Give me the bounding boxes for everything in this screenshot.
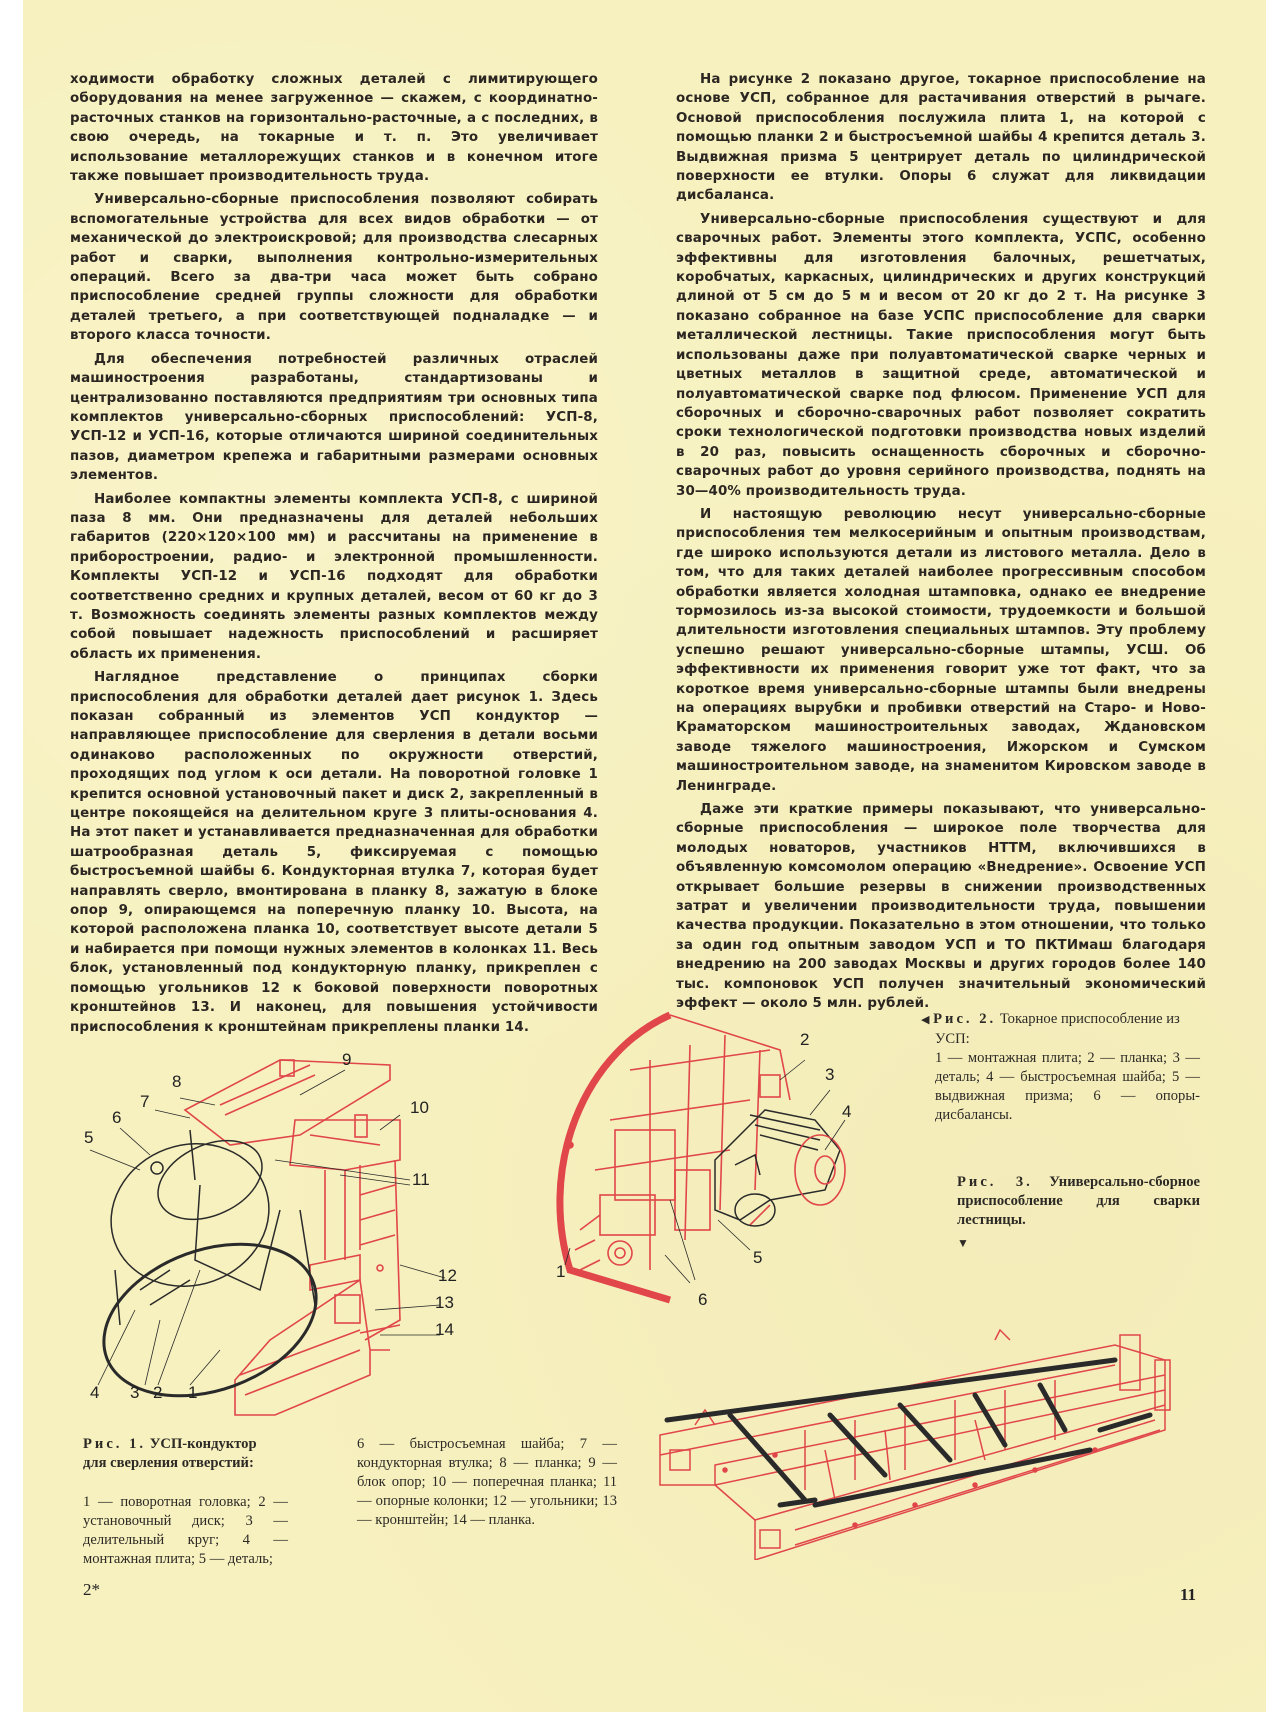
figure-2-lathe-fixture	[520, 990, 920, 1310]
caption-title: Токарное приспособление из УСП:	[935, 1011, 1180, 1047]
article-column-left	[70, 70, 598, 1041]
callout-14: 14	[435, 1320, 454, 1339]
callout-12: 12	[438, 1266, 457, 1285]
callout-3: 3	[825, 1065, 835, 1084]
callout-9: 9	[342, 1050, 352, 1069]
signature-mark: 2*	[83, 1580, 100, 1599]
caption-lead: Рис. 2.	[933, 1011, 997, 1027]
caption-lead: Рис. 3.	[957, 1174, 1033, 1190]
callout-5: 5	[753, 1248, 763, 1267]
figure-1-caption-title	[83, 1435, 283, 1473]
caption-title: УСП-кондуктор для сверления отверстий:	[83, 1436, 257, 1471]
callout-5: 5	[84, 1128, 94, 1147]
page-number: 11	[1180, 1585, 1197, 1604]
welding-fixture-illustration	[655, 1320, 1215, 1560]
callout-2: 2	[800, 1030, 810, 1049]
callout-7: 7	[140, 1092, 150, 1111]
callout-13: 13	[435, 1293, 454, 1312]
figure-1-caption-items-right: 6 — быстросъемная шайба; 7 — кондукторная втулка; 8 — планка; 9 — блок опор; 10 — поперечная планка; 11 — опорные колонки; 12 — угольники; 13 — кронштейн; 14 — планка.	[357, 1436, 617, 1528]
figure-1-caption-items-left: 1 — поворотная головка; 2 — установочный диск; 3 — делительный круг; 4 — монтажная плита; 5 — деталь;	[83, 1494, 288, 1567]
paragraph: Наиболее компактны элементы комплекта УСП-8, с шириной паза 8 мм. Они предназначены для деталей небольших габаритов (220×120×100 мм) и рассчитаны на применение в приборостроении, радио- и электронной промышленности. Комплекты УСП-12 и УСП-16 подходят для обработки соответственно средних и крупных деталей, весом от 60 кг до 3 т. Возможность соединять элементы разных комплектов между собой повышает надежность приспособлений и расширяет область их применения.	[70, 491, 598, 662]
paragraph: Универсально-сборные приспособления существуют и для сварочных работ. Элементы этого комплекта, УСПС, особенно эффективны для изготовления балочных, решетчатых, коробчатых, каркасных, цилиндрических и других конструкций длиной от 5 см до 5 м и весом от 20 кг до 2 т. На рисунке 3 показано собранное на базе УСПС приспособление для сварки металлической лестницы. Такие приспособления могут быть использованы даже при полуавтоматической сварке черных и цветных металлов в защитной среде, автоматической и полуавтоматической сварке под флюсом. Применение УСП для сборочных и сборочно-сварочных работ позволяет сократить сроки технологической подготовки производства новых изделий в 20 раз, повысить оснащенность сборочных и сборочно-сварочных работ до уровня серийного производства, поднять на 30—40% производительность труда.	[676, 211, 1206, 499]
article-column-right	[676, 70, 1206, 1018]
caption-lead: Рис. 1.	[83, 1436, 147, 1452]
paragraph: Наглядное представление о принципах сборки приспособления для обработки деталей дает рисунок 1. Здесь показан собранный из элементов УСП кондуктор — направляющее приспособление для сверления в детали восьми одинаково расположенных по окружности отверстий, проходящих под углом к оси детали. На поворотной головке 1 крепится основной установочный пакет и диск 2, закрепленный в центре покоящейся на делительном круге 3 плиты-основания 4. На этот пакет и устанавливается предназначенная для обработки шатрообразная деталь 5, фиксируемая с помощью быстросъемной шайбы 6. Кондукторная втулка 7, которая будет направлять сверло, вмонтирована в планку 8, зажатую в блоке опор 9, опирающемся на поперечную планку 10. Высота, на которой расположена планка 10, соответствует высоте детали 5 и набирается при помощи нужных элементов в колонках 11. Весь блок, установленный под кондукторную планку, прикреплен с помощью угольников 12 к боковой поверхности поворотных кронштейнов 13. И наконец, для повышения устойчивости приспособления к кронштейнам прикреплены планки 14.	[70, 670, 598, 1035]
paragraph: И настоящую революцию несут универсально-сборные приспособления тем мелкосерийным и опытным производствам, где широко используются детали из листового металла. Дело в том, что для таких деталей наиболее прогрессивным способом обработки является холодная штамповка, однако ее внедрение тормозилось из-за высокой стоимости, трудоемкости и большой длительности изготовления специальных штампов. Эту проблему успешно решают универсально-сборные штампы, УСШ. Об эффективности их применения говорит уже тот факт, что за короткое время универсально-сборные штампы были внедрены на операциях вырубки и пробивки отверстий на Старо- и Ново-Краматорском машиностроительных заводах, Ждановском заводе тяжелого машиностроения, Ижорском и Сумском машиностроительном заводе, на знаменитом Кировском заводе в Ленинграде.	[676, 506, 1206, 794]
figure-3-caption	[957, 1173, 1200, 1253]
callout-2: 2	[153, 1383, 163, 1402]
callout-8: 8	[172, 1072, 182, 1091]
caption-title: Универсально-сборное приспособление для сварки лестницы.	[957, 1174, 1200, 1228]
callout-1: 1	[188, 1383, 198, 1402]
leader-lines	[565, 1060, 845, 1283]
caption-arrow-down-icon: ▼	[957, 1236, 969, 1250]
callout-4: 4	[842, 1102, 852, 1121]
caption-items: 1 — монтажная плита; 2 — планка; 3 — деталь; 4 — быстросъемная шайба; 5 — выдвижная призма; 6 — опоры-дисбалансы.	[935, 1050, 1200, 1123]
lathe-fixture-illustration	[520, 990, 920, 1310]
paragraph: Универсально-сборные приспособления позволяют собирать вспомогательные устройства для всех видов обработки — от механической до электроискровой; для производства слесарных работ и сварки, выполнения контрольно-измерительных операций. Всего за два-три часа может быть собрано приспособление средней группы сложности для обработки деталей третьего, а при соответствующей подналадке — и второго класса точности.	[70, 192, 598, 344]
callout-6: 6	[698, 1290, 708, 1309]
paragraph: На рисунке 2 показано другое, токарное приспособление на основе УСП, собранное для растачивания отверстий в рычаге. Основой приспособления послужила плита 1, на которой с помощью планки 2 и быстросъемной шайбы 4 крепится деталь 3. Выдвижная призма 5 центрирует деталь по цилиндрической поверхности ее втулки. Опоры 6 служат для ликвидации дисбаланса.	[676, 72, 1206, 204]
ladder-rails	[667, 1360, 1150, 1505]
leader-lines	[90, 1070, 445, 1385]
paragraph: ходимости обработку сложных деталей с лимитирующего оборудования на менее загруженное — скажем, с координатно-расточных станков на горизонтально-расточные, а с последних, в свою очередь, на токарные и т. п. Это увеличивает использование металлорежущих станков и в конечном итоге также повышает производительность труда.	[70, 72, 598, 185]
callout-10: 10	[410, 1098, 429, 1117]
callout-3: 3	[130, 1383, 140, 1402]
figure-1-drill-jig	[60, 1020, 480, 1420]
callout-1: 1	[556, 1262, 566, 1281]
figure-3-welding-fixture	[655, 1320, 1215, 1560]
callout-6: 6	[112, 1108, 122, 1127]
paragraph: Даже эти краткие примеры показывают, что универсально-сборные приспособления — широкое поле творчества для молодых новаторов, участников НТТМ, включившихся в объявленную комсомолом операцию «Внедрение». Освоение УСП открывает большие резервы в снижении производственных затрат и увеличении производительности труда, повышении качества продукции. Показательно в этом отношении, что только за один год опытным заводом УСП и ТО ПКТИмаш благодаря внедрению на 200 заводах Москвы и других городов более 140 тыс. компоновок УСП получен значительный экономический эффект — около 5 млн. рублей.	[676, 802, 1206, 1012]
callout-11: 11	[412, 1170, 430, 1189]
paragraph: Для обеспечения потребностей различных отраслей машиностроения разработаны, стандартизованы и централизованно поставляются предприятиям три основных типа комплектов универсально-сборных приспособлений: УСП-8, УСП-12 и УСП-16, которые отличаются шириной соединительных пазов, диаметром крепежа и габаритными размерами основных элементов.	[70, 351, 598, 484]
callout-4: 4	[90, 1383, 100, 1402]
jig-illustration	[60, 1020, 480, 1420]
caption-arrow-left-icon: ◀	[921, 1014, 930, 1026]
figure-2-caption	[921, 1010, 1200, 1125]
